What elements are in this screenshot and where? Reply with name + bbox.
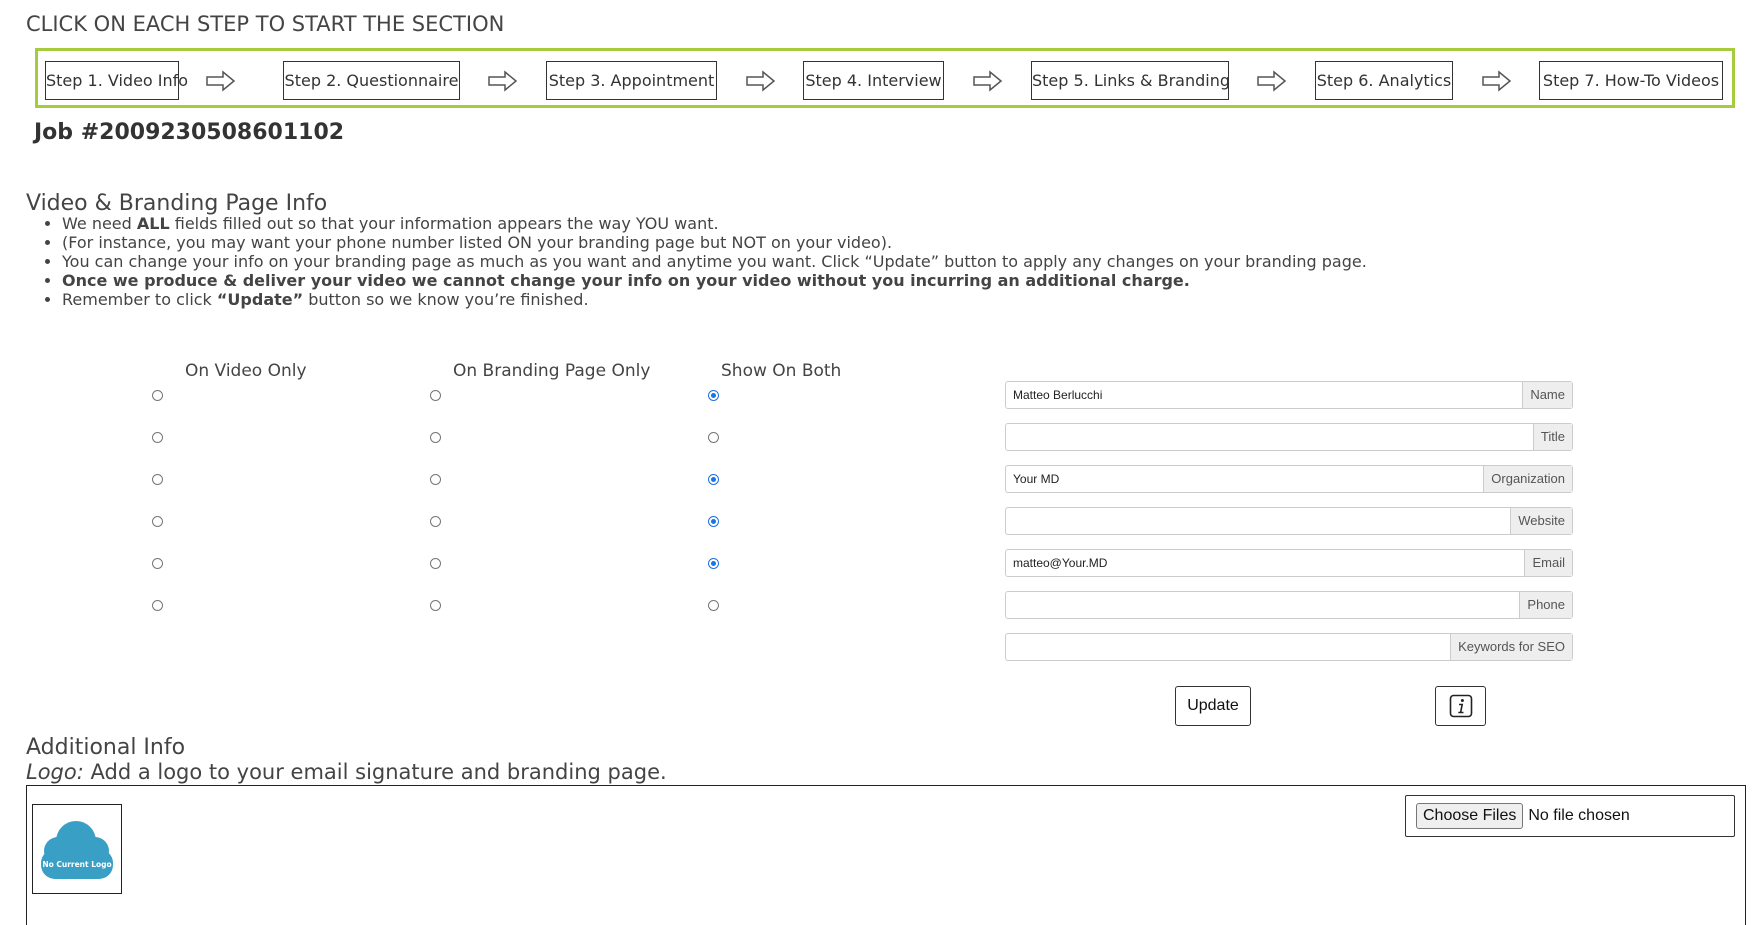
step-6-analytics[interactable]: Step 6. Analytics — [1315, 61, 1453, 100]
field-label: Email — [1524, 550, 1572, 576]
step-4-interview[interactable]: Step 4. Interview — [803, 61, 944, 100]
instruction-item: • We need ALL fields filled out so that your information appears the way YOU want. — [62, 214, 1367, 233]
update-button[interactable]: Update — [1175, 686, 1251, 726]
radio-video-only[interactable] — [152, 474, 163, 485]
field-keywords-for-seo — [1005, 633, 1573, 661]
radio-branding-only[interactable] — [430, 474, 441, 485]
field-label: Keywords for SEO — [1450, 634, 1572, 660]
arrow-right-icon — [973, 70, 1003, 92]
radio-both[interactable] — [708, 474, 719, 485]
column-header-show-on-both: Show On Both — [721, 361, 842, 381]
instructions-list — [26, 214, 1367, 309]
radio-branding-only[interactable] — [430, 432, 441, 443]
field-organization — [1005, 465, 1573, 493]
radio-both[interactable] — [708, 390, 719, 401]
no-logo-text: No Current Logo — [42, 860, 112, 869]
radio-video-only[interactable] — [152, 390, 163, 401]
arrow-right-icon — [1257, 70, 1287, 92]
additional-info-title: Additional Info — [26, 735, 186, 760]
field-name — [1005, 381, 1573, 409]
field-email — [1005, 549, 1573, 577]
logo-label: Logo: — [26, 760, 84, 784]
logo-description — [26, 760, 667, 784]
instruction-item: • You can change your info on your branding page as much as you want and anytime you want. Click “Update” button to apply any changes on your branding page. — [62, 252, 1367, 271]
field-website — [1005, 507, 1573, 535]
field-title — [1005, 423, 1573, 451]
column-header-branding-only: On Branding Page Only — [453, 361, 651, 381]
field-label: Name — [1522, 382, 1572, 408]
field-label: Phone — [1519, 592, 1572, 618]
cloud-icon — [33, 805, 121, 893]
radio-both[interactable] — [708, 600, 719, 611]
field-label: Website — [1510, 508, 1572, 534]
arrow-right-icon — [746, 70, 776, 92]
organization-input[interactable] — [1006, 466, 1483, 492]
step-2-questionnaire[interactable]: Step 2. Questionnaire — [283, 61, 460, 100]
step-5-links-branding[interactable]: Step 5. Links & Branding — [1031, 61, 1229, 100]
section-title: Video & Branding Page Info — [26, 191, 328, 216]
instruction-item: • (For instance, you may want your phone number listed ON your branding page but NOT on your video). — [62, 233, 1367, 252]
radio-video-only[interactable] — [152, 516, 163, 527]
field-phone — [1005, 591, 1573, 619]
name-input[interactable] — [1006, 382, 1522, 408]
info-button[interactable] — [1435, 686, 1486, 726]
keywords-for-seo-input[interactable] — [1006, 634, 1450, 660]
logo-file-input[interactable] — [1405, 795, 1735, 837]
arrow-right-icon — [488, 70, 518, 92]
file-status-text: No file chosen — [1528, 807, 1630, 824]
instruction-item: • Once we produce & deliver your video we cannot change your info on your video without you incurring an additional charge. — [62, 271, 1367, 290]
phone-input[interactable] — [1006, 592, 1519, 618]
radio-branding-only[interactable] — [430, 600, 441, 611]
step-7-how-to-videos[interactable]: Step 7. How-To Videos — [1539, 61, 1723, 100]
website-input[interactable] — [1006, 508, 1510, 534]
choose-files-button[interactable]: Choose Files — [1416, 803, 1523, 829]
field-label: Title — [1533, 424, 1572, 450]
info-icon — [1449, 694, 1473, 718]
step-3-appointment[interactable]: Step 3. Appointment — [546, 61, 717, 100]
radio-video-only[interactable] — [152, 558, 163, 569]
title-input[interactable] — [1006, 424, 1533, 450]
logo-help-text: Add a logo to your email signature and branding page. — [83, 760, 667, 784]
instruction-item: • Remember to click “Update” button so we know you’re finished. — [62, 290, 1367, 309]
arrow-right-icon — [206, 70, 236, 92]
radio-branding-only[interactable] — [430, 516, 441, 527]
step-1-video-info[interactable]: Step 1. Video Info — [45, 61, 179, 100]
radio-video-only[interactable] — [152, 600, 163, 611]
radio-video-only[interactable] — [152, 432, 163, 443]
radio-branding-only[interactable] — [430, 558, 441, 569]
current-logo-preview — [32, 804, 122, 894]
radio-branding-only[interactable] — [430, 390, 441, 401]
radio-both[interactable] — [708, 432, 719, 443]
job-number: Job #2009230508601102 — [34, 120, 345, 145]
steps-heading: CLICK ON EACH STEP TO START THE SECTION — [26, 12, 505, 36]
column-header-video-only: On Video Only — [185, 361, 307, 381]
arrow-right-icon — [1482, 70, 1512, 92]
field-label: Organization — [1483, 466, 1572, 492]
email-input[interactable] — [1006, 550, 1524, 576]
radio-both[interactable] — [708, 516, 719, 527]
radio-both[interactable] — [708, 558, 719, 569]
